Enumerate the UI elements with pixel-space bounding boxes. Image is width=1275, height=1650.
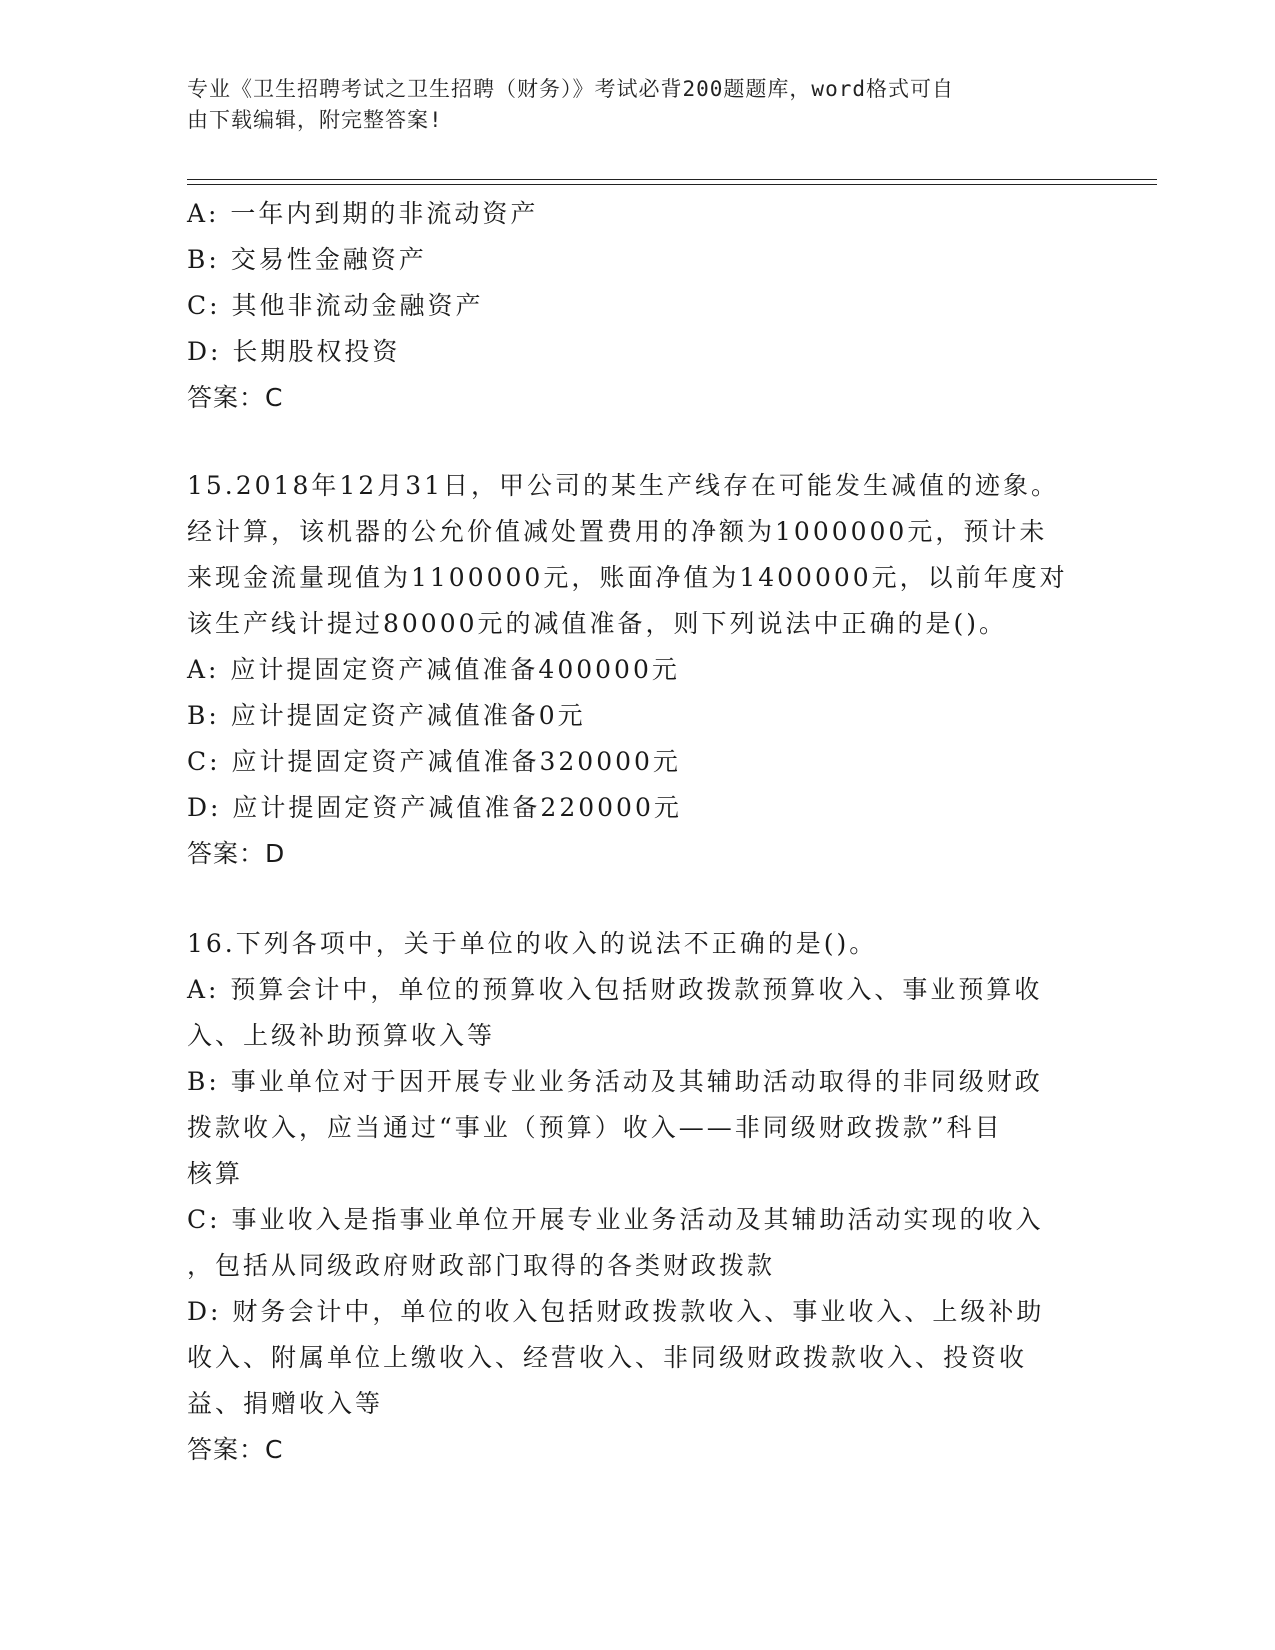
option-c: C: 应计提固定资产减值准备320000元 [187, 747, 681, 776]
option-a-continued: 入、上级补助预算收入等 [187, 1021, 496, 1050]
document-header [187, 74, 1067, 136]
question-stem-line: 16.下列各项中，关于单位的收入的说法不正确的是()。 [187, 929, 878, 958]
option-d: D: 财务会计中，单位的收入包括财政拨款收入、事业收入、上级补助 [187, 1297, 1045, 1326]
option-d-continued: 益、捐赠收入等 [187, 1389, 384, 1418]
option-b: B: 事业单位对于因开展专业业务活动及其辅助活动取得的非同级财政 [187, 1067, 1043, 1096]
option-c: C: 其他非流动金融资产 [187, 291, 484, 320]
question-14 [187, 191, 1077, 421]
spacer [187, 877, 1077, 921]
option-b: B: 应计提固定资产减值准备0元 [187, 701, 586, 730]
answer: 答案：D [187, 839, 286, 868]
option-d-continued: 收入、附属单位上缴收入、经营收入、非同级财政拨款收入、投资收 [187, 1343, 1028, 1372]
question-stem-line: 来现金流量现值为1100000元，账面净值为1400000元，以前年度对 [187, 563, 1068, 592]
header-line-1: 专业《卫生招聘考试之卫生招聘（财务）》考试必背200题题库，word格式可自 [187, 77, 954, 101]
option-c-continued: ，包括从同级政府财政部门取得的各类财政拨款 [187, 1251, 776, 1280]
option-a: A: 预算会计中，单位的预算收入包括财政拨款预算收入、事业预算收 [187, 975, 1043, 1004]
option-c: C: 事业收入是指事业单位开展专业业务活动及其辅助活动实现的收入 [187, 1205, 1044, 1234]
option-b-continued: 核算 [187, 1159, 244, 1188]
question-16 [187, 921, 1077, 1473]
option-b: B: 交易性金融资产 [187, 245, 427, 274]
header-divider [187, 179, 1157, 185]
question-content [187, 191, 1077, 1473]
option-a: A: 应计提固定资产减值准备400000元 [187, 655, 680, 684]
spacer [187, 421, 1077, 463]
question-15 [187, 463, 1077, 877]
question-stem-line: 经计算，该机器的公允价值减处置费用的净额为1000000元，预计未 [187, 517, 1048, 546]
option-a: A: 一年内到期的非流动资产 [187, 199, 539, 228]
option-d: D: 长期股权投资 [187, 337, 401, 366]
option-b-continued: 拨款收入，应当通过“事业（预算）收入——非同级财政拨款”科目 [187, 1113, 1003, 1142]
answer: 答案：C [187, 1435, 284, 1464]
option-d: D: 应计提固定资产减值准备220000元 [187, 793, 682, 822]
question-stem-line: 15.2018年12月31日，甲公司的某生产线存在可能发生减值的迹象。 [187, 471, 1060, 500]
header-line-2: 由下载编辑，附完整答案! [187, 108, 443, 132]
question-stem-line: 该生产线计提过80000元的减值准备，则下列说法中正确的是()。 [187, 609, 1008, 638]
answer: 答案：C [187, 383, 284, 412]
